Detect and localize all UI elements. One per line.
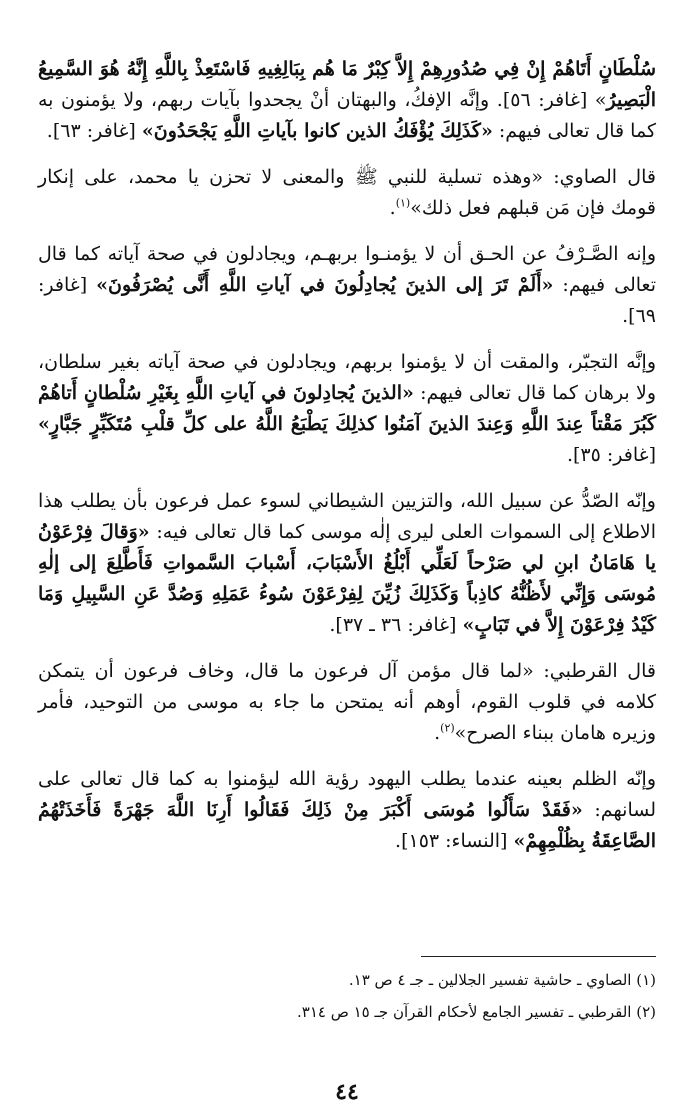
- body-text: [غافر: ٦٣].: [46, 120, 142, 142]
- quran-verse: «كَذَلِكَ يُؤْفَكُ الذين كانوا بآياتِ اللَّهِ يَجْحَدُونَ»: [141, 120, 493, 142]
- body-text: » [غافر: ٥٦]. وإنَّه الإفكُ، والبهتان أنْ يجحدوا بآيات ربهم، ولا يؤمنون به كما قال تعالى فيهم:: [38, 89, 656, 142]
- footnote-1: (١) الصاوي ـ حاشية تفسير الجلالين ـ جـ ٤ ص ١٣.: [348, 971, 656, 989]
- page-number: ٤٤: [335, 1079, 359, 1105]
- main-text: [38, 54, 656, 857]
- body-text: [غافر: ٦٩].: [38, 274, 656, 327]
- body-text: [غافر: ٣٥].: [566, 444, 656, 466]
- body-text: [غافر: ٣٦ ـ ٣٧].: [329, 614, 463, 636]
- footnote-marker: (١): [395, 196, 411, 210]
- paragraph: [38, 162, 656, 224]
- body-text: وإنّه الصّدُّ عن سبيل الله، والتزيين الشيطاني لسوء عمل فرعون بأن يطلب هذا الاطلاع إلى السموات العلى ليرى إلٰه موسى كما قال تعالى فيه:: [38, 490, 657, 543]
- quran-verse: سُلْطَانٍ أَتَاهُمْ إِنْ فِي صُدُورِهِمْ إِلاَّ كِبْرٌ مَا هُم بِبَالِغِيهِ فَاسْتَعِذْ بِاللَّهِ إِنَّهُ هُوَ السَّمِيعُ الْبَصِيرُ: [38, 58, 656, 111]
- paragraph: [38, 239, 656, 332]
- body-text: .: [389, 197, 396, 219]
- quran-verse: «الذينَ يُجادِلونَ في آياتِ اللَّهِ بِغَيْرِ سُلْطانٍ أَتاهُمْ كَبُرَ مَقْتاً عِندَ اللَّهِ وَعِندَ الذينَ آمَنُوا كذلِكَ يَطْبَعُ اللَّهُ على كلِّ قلْبِ مُتَكَبِّرٍ جَبَّارٍ»: [38, 382, 656, 435]
- footnote-marker: (٢): [440, 721, 455, 735]
- footnote-divider: [421, 956, 656, 957]
- paragraph: [38, 54, 656, 147]
- body-text: [النساء: ١٥٣].: [395, 830, 514, 852]
- paragraph: [38, 486, 656, 641]
- footnotes: [38, 968, 656, 1032]
- paragraph: [38, 347, 656, 471]
- body-text: .: [434, 722, 441, 744]
- quran-verse: «وَقالَ فِرْعَوْنُ يا هَامَانُ ابنِ لي صَرْحاً لَعَلِّي أَبْلُغُ الأَسْبَابَ، أَسْبابَ السَّمواتِ فَأَطَّلِعَ إلى إلٰهِ مُوسَى وَإِنِّي لأَظُنُّهُ كاذِباً وَكَذَلِكَ زُيِّنَ لِفِرْعَوْنَ سُوءُ عَمَلِهِ وَصُدَّ عَنِ السَّبِيلِ وَمَا كَيْدُ فِرْعَوْنَ إِلاَّ في تَبَابٍ»: [38, 521, 656, 636]
- footnote-2: (٢) القرطبي ـ تفسير الجامع لأحكام القرآن جـ ١٥ ص ٣١٤.: [296, 1003, 656, 1021]
- body-text: قال الصاوي: «وهذه تسلية للنبي ﷺ والمعنى لا تحزن يا محمد، على إنكار قومك فإن مَن قبلهم فعل ذلك»: [38, 166, 656, 219]
- page-body: [38, 54, 657, 1105]
- paragraph: [38, 656, 656, 749]
- paragraph: [38, 764, 656, 857]
- body-text: قال القرطبي: «لما قال مؤمن آل فرعون ما قال، وخاف فرعون أن يتمكن كلامه في قلوب القوم، أوهم أنه يمتحن ما جاء به موسى من التوحيد، فأمر وزيره هامان ببناء الصرح»: [38, 660, 656, 744]
- quran-verse: «فَقَدْ سَأَلُوا مُوسَى أَكْبَرَ مِنْ ذَلِكَ فَقَالُوا أَرِنَا اللَّهَ جَهْرَةً فَأَخَذَتْهُمُ الصَّاعِقَةُ بِظُلْمِهِمْ»: [38, 799, 656, 852]
- quran-verse: «أَلَمْ تَرَ إلى الذينَ يُجادِلُونَ في آياتِ اللَّهِ أَنَّى يُصْرَفُونَ»: [96, 274, 554, 296]
- body-text: وإنَّه التجبّر، والمقت أن لا يؤمنوا بربهم، ويجادلون في صحة آياته بغير سلطان، ولا برهان كما قال تعالى فيهم:: [38, 351, 656, 404]
- body-text: وإنّه الظلم بعينه عندما يطلب اليهود رؤية الله ليؤمنوا به كما قال تعالى على لسانهم:: [38, 768, 656, 821]
- body-text: وإنه الصَّـرْفُ عن الحـق أن لا يؤمنـوا بربهـم، ويجادلون في صحة آياته كما قال تعالى فيهم:: [38, 243, 656, 296]
